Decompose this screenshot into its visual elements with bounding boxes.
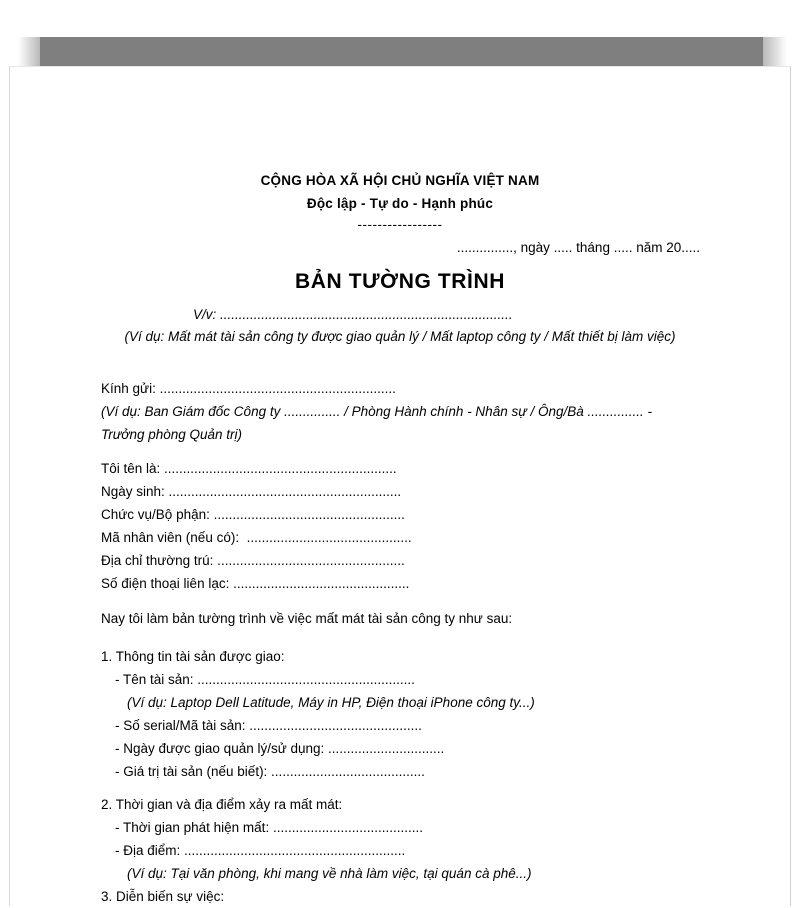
recipient-example-line-2: Trưởng phòng Quản trị) [101,427,243,442]
identity-field-birthdate: Ngày sinh: .............................................................. [101,484,402,499]
header-bar-right-shadow [763,37,787,66]
section-3-heading: 3. Diễn biến sự việc: [101,889,225,904]
identity-field-phone: Số điện thoại liên lạc: ............................................... [101,576,410,591]
subject-line: V/v: .............................................................................. [193,307,513,322]
identity-field-address: Địa chỉ thường trú: .................................................. [101,553,405,568]
header-divider-rule: ----------------- [357,217,443,232]
section-2-heading: 2. Thời gian và địa điểm xảy ra mất mát: [101,797,343,812]
intro-paragraph [101,607,721,630]
section-2-item-3-example: (Ví dụ: Tại văn phòng, khi mang về nhà làm việc, tại quán cà phê...) [127,866,532,881]
window-header-bar [40,37,763,66]
date-placeholder-line: ..............., ngày ..... tháng ..... năm 20..... [456,240,700,255]
section-1-item-1: - Tên tài sản: .......................................................... [115,672,415,687]
section-1-item-2-example: (Ví dụ: Laptop Dell Latitude, Máy in HP, Điện thoại iPhone công ty...) [127,695,535,710]
recipient-line: Kính gửi: ............................................................... [101,381,396,396]
identity-field-employee-id: Mã nhân viên (nếu có): ............................................ [101,530,412,545]
section-1-item-3: - Số serial/Mã tài sản: .............................................. [115,718,422,733]
subject-example-line: (Ví dụ: Mất mát tài sản công ty được giao quản lý / Mất laptop công ty / Mất thiết bị làm việc) [124,329,676,344]
recipient-block [101,377,721,446]
identity-fields-block [101,457,721,595]
section-2 [101,793,721,885]
section-3 [101,885,721,908]
page-title: BẢN TƯỜNG TRÌNH [295,270,505,293]
document-page [9,66,791,906]
header-bar-left-shadow [18,37,40,66]
section-2-item-1: - Thời gian phát hiện mất: ........................................ [115,820,423,835]
section-1 [101,645,721,783]
recipient-example-line-1: (Ví dụ: Ban Giám đốc Công ty ............... / Phòng Hành chính - Nhân sự / Ông/Bà ............... - [101,404,653,419]
identity-field-name: Tôi tên là: .............................................................. [101,461,397,476]
section-1-heading: 1. Thông tin tài sản được giao: [101,649,285,664]
identity-field-position: Chức vụ/Bộ phận: ................................................... [101,507,405,522]
section-1-item-4: - Ngày được giao quản lý/sử dụng: ............................... [115,741,445,756]
national-header-motto: Độc lập - Tự do - Hạnh phúc [306,196,494,211]
section-1-item-5: - Giá trị tài sản (nếu biết): ......................................... [115,764,425,779]
national-header-country: CỘNG HÒA XÃ HỘI CHỦ NGHĨA VIỆT NAM [260,173,540,188]
intro-line: Nay tôi làm bản tường trình về việc mất mát tài sản công ty như sau: [101,611,513,626]
section-2-item-2: - Địa điểm: ........................................................... [115,843,406,858]
